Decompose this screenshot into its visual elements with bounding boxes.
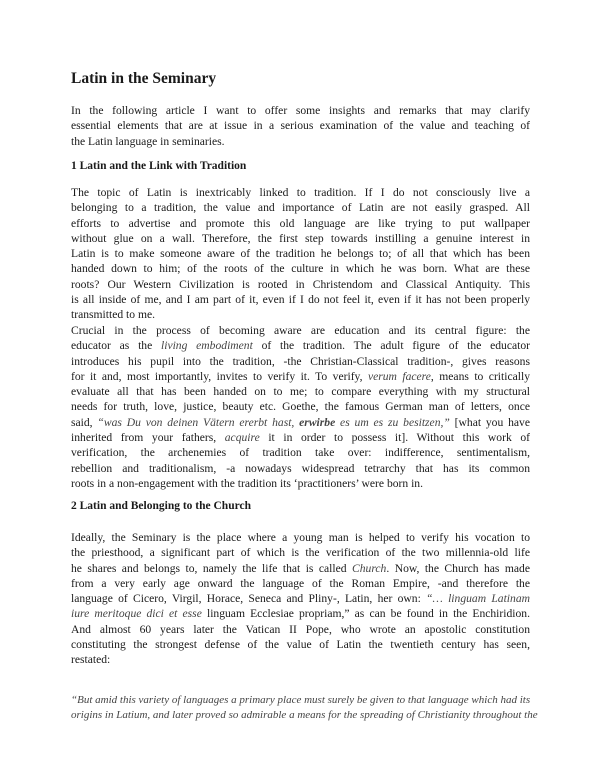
text-segment: the priesthood, a significant part of which is the verification of the two millennia-old life: [71, 546, 530, 560]
text-segment: Latin is to make someone aware of the tradition he belongs to; of all that which has been: [71, 247, 530, 261]
text-segment: The topic of Latin is inextricably linked to tradition. If I do not consciously live a: [71, 186, 530, 199]
text-line: [71, 561, 530, 576]
text-segment: he shares and belongs to, namely the life that is called: [71, 561, 352, 575]
text-segment: without glue on a wall. Therefore, the first step towards instilling a genuine interest in: [71, 231, 530, 245]
text-segment: transmitted to me.: [71, 308, 156, 322]
italic-text: iure meritoque dici et esse: [71, 607, 202, 621]
text-line: [71, 134, 530, 149]
text-line: [71, 430, 530, 445]
text-line: [71, 476, 530, 491]
section-1-paragraph-2: [71, 323, 530, 491]
text-segment: roots in a non-engagement with the tradition its ‘practitioners’ were born in.: [71, 476, 424, 490]
text-segment: for it and, most importantly, invites to verify it. To verify,: [71, 369, 368, 383]
text-line: [71, 118, 530, 133]
text-segment: origins in Latium, and later proved so admirable a means for the spreading of Christianity throughout the: [71, 709, 538, 722]
text-line: [71, 445, 530, 460]
text-line: [71, 354, 530, 369]
text-line: [71, 461, 530, 476]
text-line: [71, 415, 530, 430]
italic-text: es um es zu besitzen,”: [335, 415, 450, 429]
text-segment: introduces his pupil into the tradition, -the Christian-Classical tradition-, gives reasons: [71, 354, 530, 368]
text-segment: restated:: [71, 653, 111, 667]
text-line: [71, 622, 530, 637]
italic-text: verum facere: [367, 369, 431, 383]
section-1-heading: 1 Latin and the Link with Tradition: [71, 160, 247, 172]
text-segment: And almost 60 years later the Vatican II Pope, who wrote an apostolic constitution: [71, 622, 530, 636]
text-segment: Crucial in the process of becoming aware are education and its central figure: the: [71, 324, 530, 337]
text-segment: [what you have: [449, 415, 530, 429]
text-segment: the Latin language in seminaries.: [71, 134, 225, 148]
text-line: [71, 185, 530, 200]
text-segment: needs for truth, love, justice, beauty etc. Goethe, the famous German man of letters, once: [71, 400, 530, 414]
text-segment: said,: [71, 415, 98, 429]
text-segment: handed down to him; of the roots of the culture in which he was born. What are these: [71, 262, 530, 276]
text-segment: Ideally, the Seminary is the place where a young man is helped to verify his vocation to: [71, 531, 530, 544]
text-line: [71, 231, 530, 246]
text-line: [71, 103, 530, 118]
section-2-paragraph-1: [71, 530, 530, 668]
italic-text: “… linguam Latinam: [426, 592, 530, 606]
document-title: Latin in the Seminary: [71, 70, 217, 87]
text-line: [71, 200, 530, 215]
text-segment: rebellion and traditionalism, -a nowadays widespread tetrarchy that has its common: [71, 461, 530, 475]
text-segment: from a very early age onward the language of the Roman Empire, -and therefore the: [71, 576, 530, 590]
text-line: [71, 399, 530, 414]
text-line: [71, 693, 530, 708]
text-segment: verification, the archenemies of tradition take over: indifference, sentimentalism,: [71, 446, 530, 460]
text-segment: belonging to a tradition, the value and importance of Latin are not easily grasped. All: [71, 201, 530, 215]
section-2-heading: 2 Latin and Belonging to the Church: [71, 500, 251, 512]
italic-text: “was Du von deinen Vätern ererbt hast,: [97, 415, 300, 429]
text-segment: roots? Our Western Civilization is rooted in Christendom and Classical Antiquity. This: [71, 277, 530, 291]
text-line: [71, 591, 530, 606]
text-segment: “But amid this variety of languages a primary place must surely be given to that language which had its: [71, 694, 531, 706]
text-segment: constituting the strongest defense of the value of Latin the twentieth century has seen,: [71, 638, 530, 652]
section-1-paragraph-1: [71, 185, 530, 323]
text-segment: evaluate all that has been handed on to me; to compare everything with my structural: [71, 385, 530, 399]
italic-text: living embodiment: [161, 339, 253, 353]
text-segment: efforts to advertise and promote this old language are like trying to put wallpaper: [71, 216, 530, 230]
text-line: [71, 369, 530, 384]
text-line: [71, 545, 530, 560]
text-segment: In the following article I want to offer some insights and remarks that may clarify: [71, 104, 530, 117]
text-line: [71, 261, 530, 276]
text-line: [71, 637, 530, 652]
text-line: [71, 576, 530, 591]
text-segment: inherited from your fathers,: [71, 431, 225, 445]
text-line: [71, 277, 530, 292]
text-segment: is all inside of me, and I am part of it, even if I do not feel it, even if it has not been properly: [71, 293, 530, 307]
text-line: [71, 530, 530, 545]
text-line: [71, 292, 530, 307]
text-line: [71, 307, 530, 322]
italic-text: erwirbe: [299, 415, 336, 429]
text-segment: linguam Ecclesiae propriam,” as can be found in the Enchiridion.: [201, 607, 530, 621]
text-segment: , means to critically: [430, 369, 530, 383]
italic-text: acquire: [224, 431, 260, 445]
text-segment: language of Cicero, Virgil, Horace, Seneca and Pliny-, Latin, her own:: [71, 592, 427, 606]
text-line: [71, 606, 530, 621]
intro-paragraph: [71, 103, 530, 149]
text-line: [71, 216, 530, 231]
text-segment: . Now, the Church has made: [386, 561, 530, 575]
text-segment: educator as the: [71, 339, 161, 353]
text-segment: essential elements that are at issue in a serious examination of the value and teaching of: [71, 119, 530, 133]
text-line: [71, 652, 530, 667]
text-segment: it in order to possess it]. Without this work of: [259, 431, 530, 445]
block-quote: [71, 693, 538, 724]
text-line: [71, 338, 530, 353]
text-line: [71, 384, 530, 399]
text-line: [71, 708, 538, 723]
text-line: [71, 323, 530, 338]
text-segment: of the tradition. The adult figure of the educator: [252, 339, 531, 353]
text-line: [71, 246, 530, 261]
italic-text: Church: [352, 561, 387, 575]
